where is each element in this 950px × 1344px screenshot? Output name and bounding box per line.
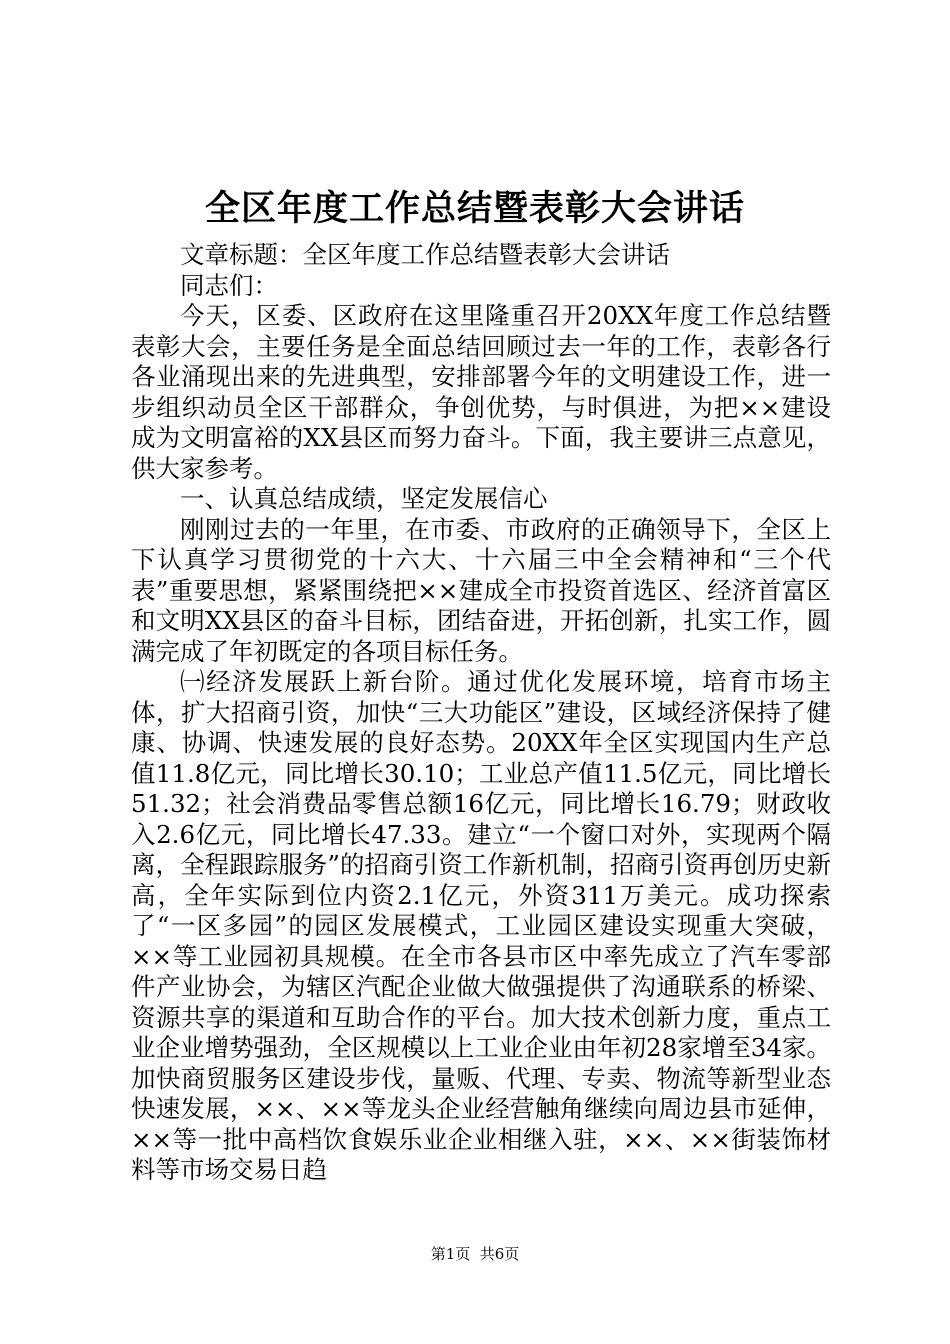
section-heading-1: 一、认真总结成绩，坚定发展信心	[180, 484, 548, 513]
salutation: 同志们：	[180, 270, 278, 300]
document-body	[131, 240, 831, 1186]
page-footer: 第1页 共6页	[430, 1245, 520, 1263]
paragraph-economy: ㈠经济发展跃上新台阶。通过优化发展环境，培育市场主体，扩大招商引资，加快“三大功能区”建设，区域经济保持了健康、协调、快速发展的良好态势。20XX年全区实现国内生产总值11.8亿元，同比增长30.10；工业总产值11.5亿元，同比增长51.32；社会消费品零售总额16亿元，同比增长16.79；财政收入2.6亿元，同比增长47.33。建立“一个窗口对外，实现两个隔离，全程跟踪服务”的招商引资工作新机制，招商引资再创历史新高，全年实际到位内资2.1亿元，外资311万美元。成功探索了“一区多园”的园区发展模式，工业园区建设实现重大突破，××等工业园初具规模。在全市各县市区中率先成立了汽车零部件产业协会，为辖区汽配企业做大做强提供了沟通联系的桥梁、资源共享的渠道和互助合作的平台。加大技术创新力度，重点工业企业增势强劲，全区规模以上工业企业由年初28家增至34家。加快商贸服务区建设步伐，量贩、代理、专卖、物流等新型业态快速发展，××、××等龙头企业经营触角继续向周边县市延伸，××等一批中高档饮食娱乐业企业相继入驻，××、××街装饰材料等市场交易日趋	[131, 667, 831, 1184]
document-title: 全区年度工作总结暨表彰大会讲话	[204, 188, 745, 229]
paragraph-intro: 今天，区委、区政府在这里隆重召开20XX年度工作总结暨表彰大会，主要任务是全面总结回顾过去一年的工作，表彰各行各业涌现出来的先进典型，安排部署今年的文明建设工作，进一步组织动员全区干部群众，争创优势，与时俱进，为把××建设成为文明富裕的XX县区而努力奋斗。下面，我主要讲三点意见，供大家参考。	[131, 301, 831, 483]
paragraph-review: 刚刚过去的一年里，在市委、市政府的正确领导下，全区上下认真学习贯彻党的十六大、十六届三中全会精神和“三个代表”重要思想，紧紧围绕把××建成全市投资首选区、经济首富区和文明XX县区的奋斗目标，团结奋进，开拓创新，扎实工作，圆满完成了年初既定的各项目标任务。	[131, 514, 831, 666]
article-title-line: 文章标题：全区年度工作总结暨表彰大会讲话	[180, 240, 670, 269]
